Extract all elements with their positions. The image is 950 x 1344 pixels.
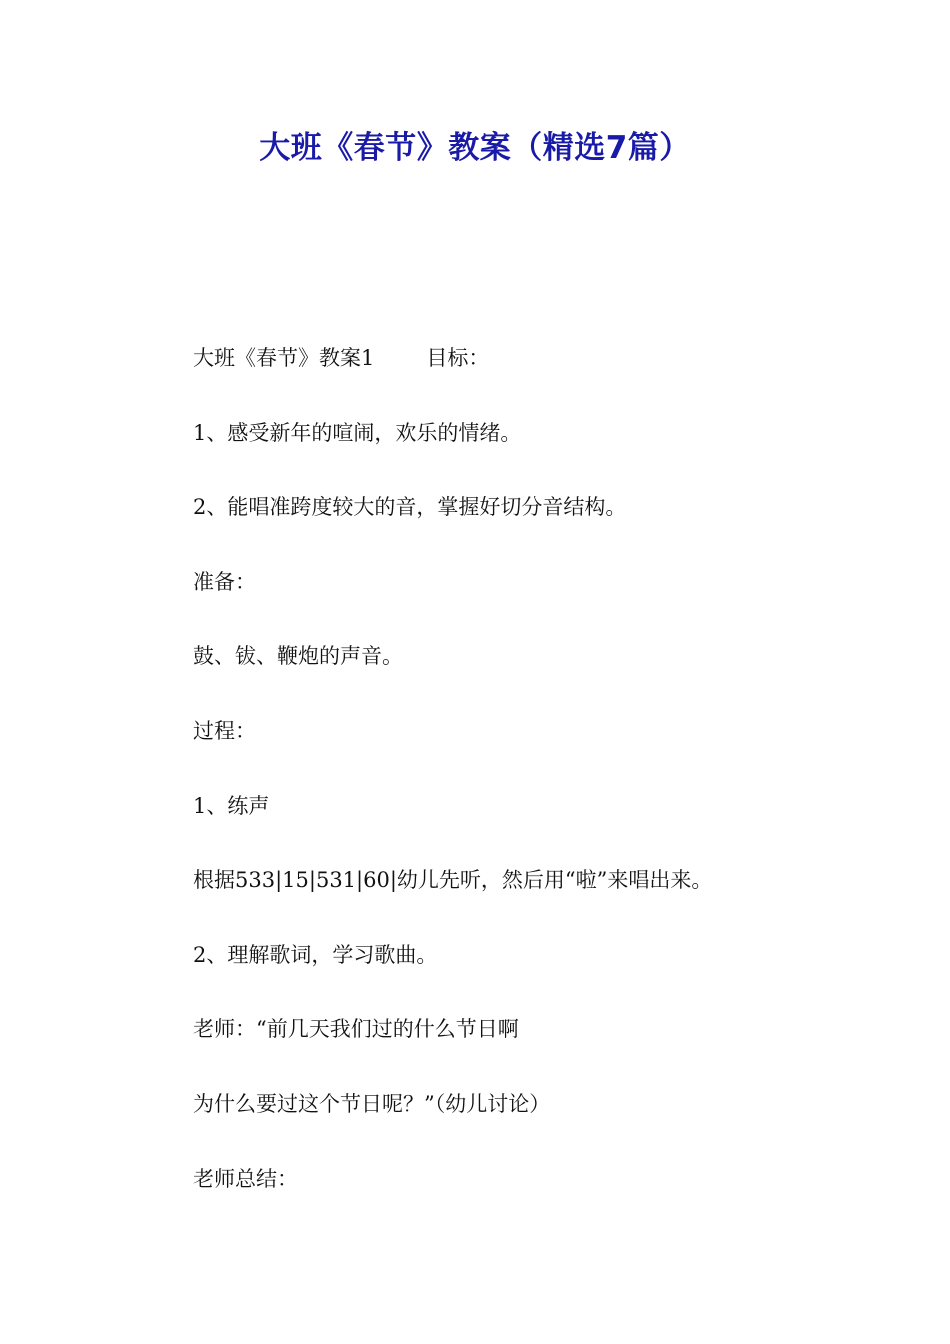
- paragraph: 2、能唱准跨度较大的音，掌握好切分音结构。: [193, 495, 627, 520]
- paragraph: 1、感受新年的喧闹，欢乐的情绪。: [193, 420, 522, 445]
- paragraph: 过程：: [193, 718, 256, 743]
- document-title: 大班《春节》教案（精选7篇）: [259, 130, 691, 166]
- paragraph: 鼓、钹、鞭炮的声音。: [193, 644, 403, 669]
- paragraph: 根据533|15|531|60|幼儿先听，然后用“啦”来唱出来。: [193, 868, 713, 893]
- paragraph: 老师：“前几天我们过的什么节日啊: [193, 1017, 519, 1042]
- paragraph: 为什么要过这个节日呢？”（幼儿讨论）: [193, 1091, 551, 1116]
- document-body: [193, 336, 913, 1231]
- section-label-goal: 目标：: [426, 346, 490, 370]
- paragraph: 老师总结：: [193, 1166, 298, 1191]
- paragraph: 2、理解歌词，学习歌曲。: [193, 942, 438, 967]
- section-heading-line: [193, 336, 913, 411]
- paragraph: 准备：: [193, 569, 256, 594]
- section-title: 大班《春节》教案1: [193, 346, 375, 370]
- paragraph: 1、练声: [193, 793, 270, 818]
